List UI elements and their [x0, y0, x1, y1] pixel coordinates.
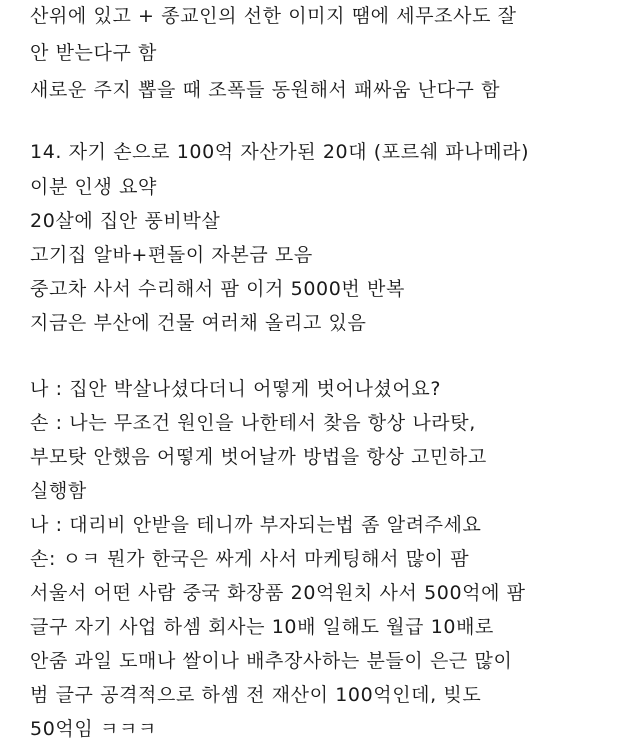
text-line: 14. 자기 손으로 100억 자산가된 20대 (포르쉐 파나메라) — [30, 141, 530, 163]
text-line: 고기집 알바+편돌이 자본금 모음 — [30, 244, 313, 266]
text-line: 안줌 과일 도매나 쌀이나 배추장사하는 분들이 은근 많이 — [30, 650, 513, 672]
text-line: 이분 인생 요약 — [30, 176, 158, 198]
text-line: 나 : 집안 박살나셨다더니 어떻게 벗어나셨어요? — [30, 378, 442, 400]
text-line: 실행함 — [30, 480, 87, 502]
text-line: 중고차 사서 수리해서 팜 이거 5000번 반복 — [30, 278, 405, 300]
text-line: 안 받는다구 함 — [30, 42, 158, 64]
text-line: 글구 자기 사업 하셈 회사는 10배 일해도 월급 10배로 — [30, 616, 494, 638]
text-line: 20살에 집안 풍비박살 — [30, 210, 221, 232]
text-line: 새로운 주지 뽑을 때 조폭들 동원해서 패싸움 난다구 함 — [30, 79, 501, 101]
text-line: 산위에 있고 + 종교인의 선한 이미지 땜에 세무조사도 잘 — [30, 5, 517, 27]
text-line: 범 글구 공격적으로 하셈 전 재산이 100억인데, 빚도 — [30, 684, 482, 706]
text-line: 부모탓 안했음 어떻게 벗어날까 방법을 항상 고민하고 — [30, 446, 487, 468]
text-line: 나 : 대리비 안받을 테니까 부자되는법 좀 알려주세요 — [30, 514, 482, 536]
text-line: 손: ㅇㅋ 뭔가 한국은 싸게 사서 마케팅해서 많이 팜 — [30, 548, 470, 570]
text-line: 손 : 나는 무조건 원인을 나한테서 찾음 항상 나라탓, — [30, 412, 476, 434]
text-line: 50억임 ㅋㅋㅋ — [30, 718, 157, 740]
text-line: 서울서 어떤 사람 중국 화장품 20억원치 사서 500억에 팜 — [30, 582, 526, 604]
text-line: 지금은 부산에 건물 여러채 올리고 있음 — [30, 312, 367, 334]
